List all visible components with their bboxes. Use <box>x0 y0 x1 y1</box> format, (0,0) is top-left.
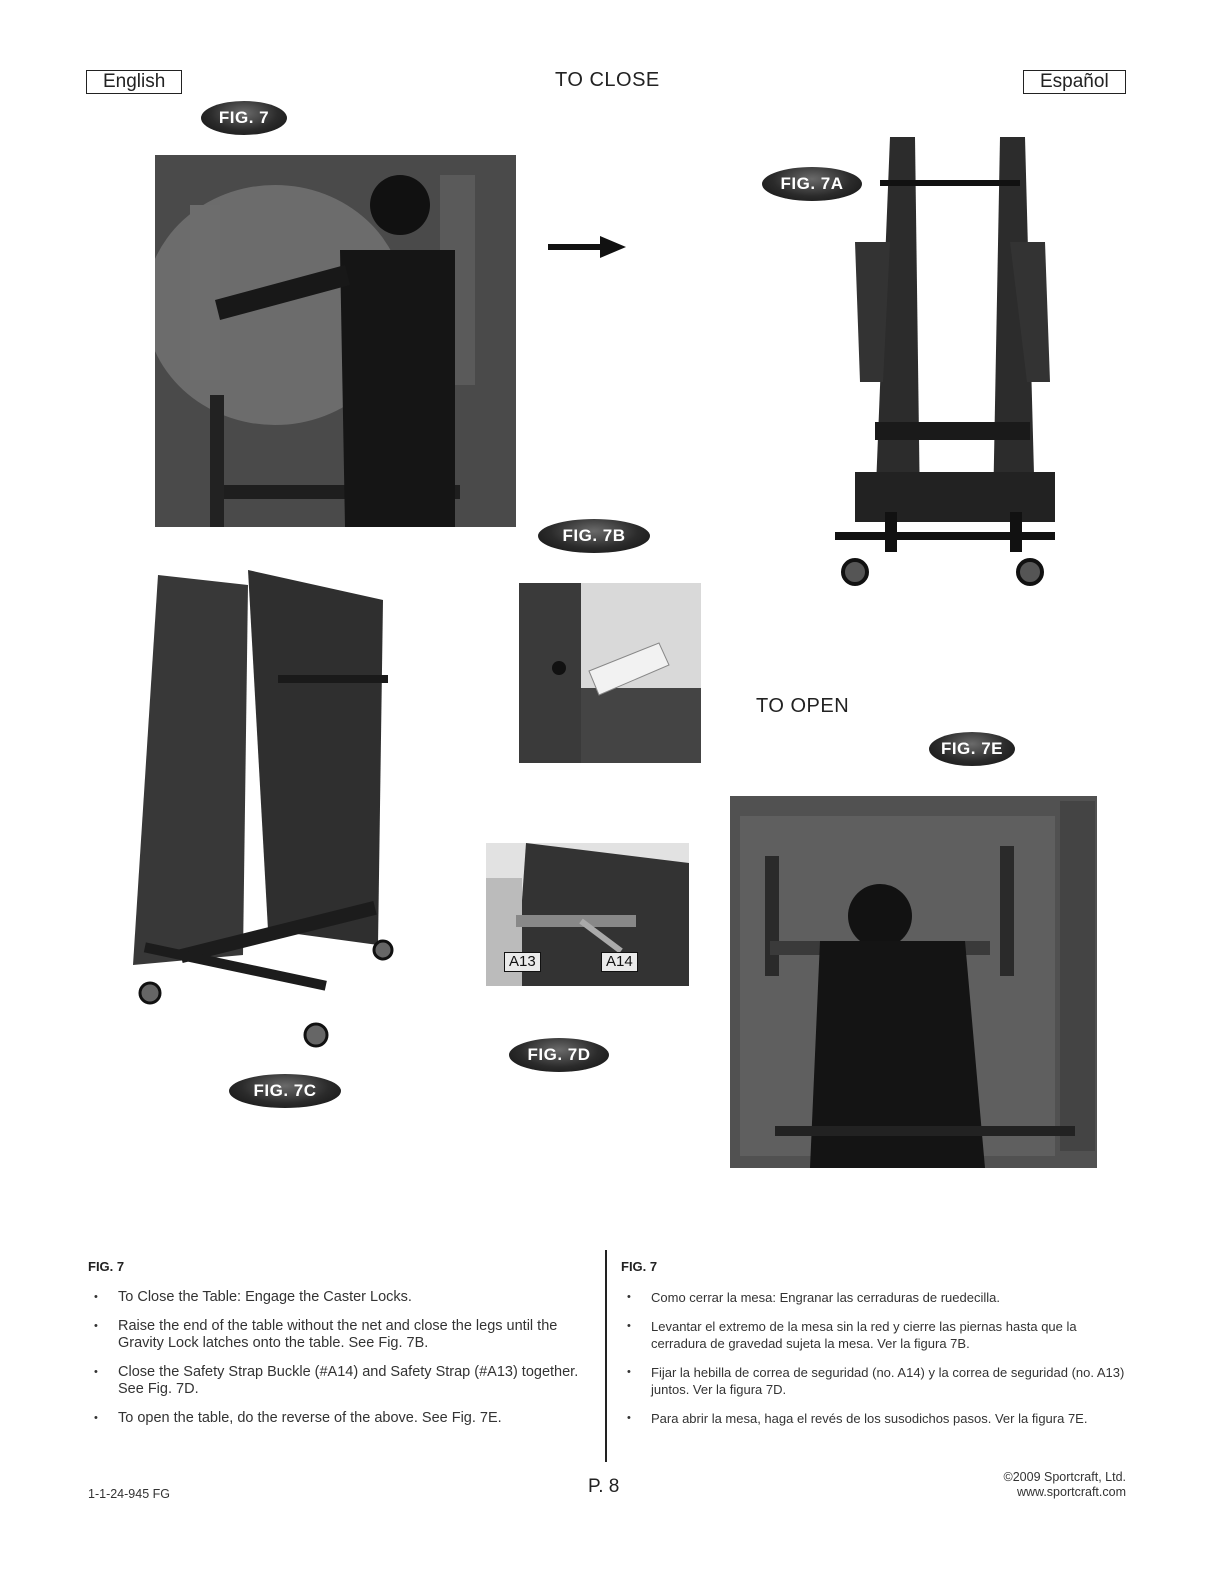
spanish-step-1: • Como cerrar la mesa: Engranar las cerraduras de ruedecilla. <box>621 1289 1125 1306</box>
copyright: ©2009 Sportcraft, Ltd. <box>1003 1470 1126 1484</box>
spanish-heading: FIG. 7 <box>621 1259 658 1274</box>
fig-7-photo <box>155 155 516 527</box>
fig-7a-badge: FIG. 7A <box>762 167 862 201</box>
part-label-a13: A13 <box>504 952 541 972</box>
fig-7e-photo <box>730 796 1097 1168</box>
spanish-instructions <box>621 1258 1125 1439</box>
fig-7a-photo <box>835 132 1067 592</box>
spanish-step-2: • Levantar el extremo de la mesa sin la red y cierre las piernas hasta que la cerradura de gravedad sujeta la mesa. Ver la figura 7B. <box>621 1318 1125 1352</box>
to-open-heading: TO OPEN <box>756 695 850 717</box>
spanish-step-4: • Para abrir la mesa, haga el revés de los susodichos pasos. Ver la figura 7E. <box>621 1410 1125 1427</box>
page-title: TO CLOSE <box>555 69 660 91</box>
english-step-1: • To Close the Table: Engage the Caster Locks. <box>88 1289 592 1306</box>
english-step-2: • Raise the end of the table without the net and close the legs until the Gravity Lock latches onto the table. See Fig. 7B. <box>88 1318 592 1352</box>
fig-7e-badge: FIG. 7E <box>929 732 1015 766</box>
fig-7b-photo <box>519 583 701 763</box>
fig-7-badge: FIG. 7 <box>201 101 287 135</box>
english-step-3: • Close the Safety Strap Buckle (#A14) and Safety Strap (#A13) together. See Fig. 7D. <box>88 1364 592 1398</box>
part-label-a14: A14 <box>601 952 638 972</box>
website: www.sportcraft.com <box>1016 1485 1126 1499</box>
fig-7d-photo <box>486 843 689 986</box>
english-instructions <box>88 1258 592 1439</box>
fig-7c-badge: FIG. 7C <box>229 1074 341 1108</box>
language-label-spanish: Español <box>1023 70 1126 94</box>
english-step-4: • To open the table, do the reverse of the above. See Fig. 7E. <box>88 1410 592 1427</box>
page-number: P. 8 <box>588 1476 620 1497</box>
fig-7d-badge: FIG. 7D <box>509 1038 609 1072</box>
document-code: 1-1-24-945 FG <box>88 1487 170 1501</box>
fig-7b-badge: FIG. 7B <box>538 519 650 553</box>
fig-7c-photo <box>128 565 403 1050</box>
column-divider <box>605 1250 607 1462</box>
spanish-step-3: • Fijar la hebilla de correa de seguridad (no. A14) y la correa de seguridad (no. A13) juntos. Ver la figura 7D. <box>621 1364 1125 1398</box>
arrow-right-icon <box>548 236 626 258</box>
language-label-english: English <box>86 70 182 94</box>
english-heading: FIG. 7 <box>88 1259 125 1274</box>
